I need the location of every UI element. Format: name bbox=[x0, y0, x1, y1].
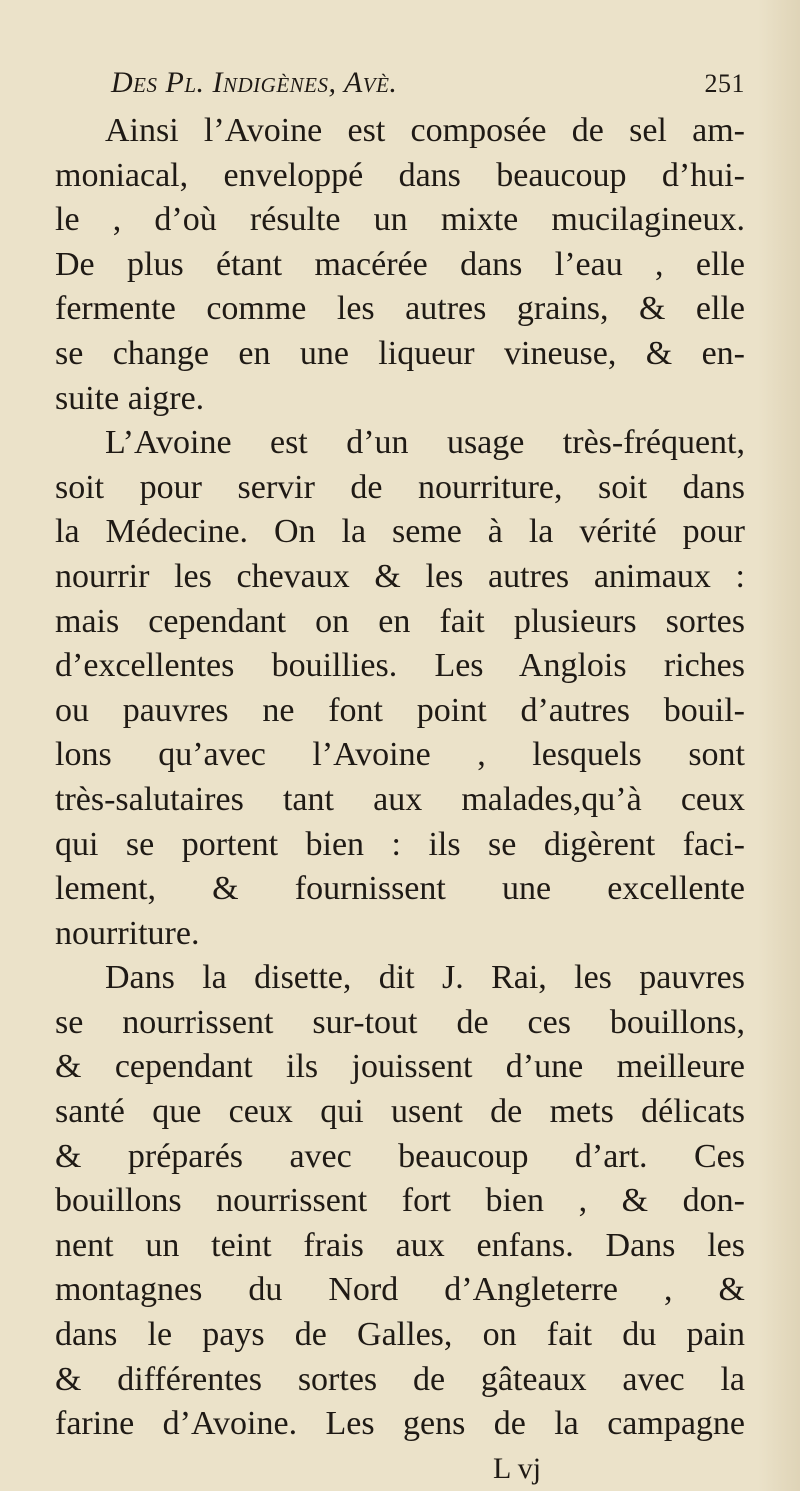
text-line: & cependant ils jouissent d’une meilleure bbox=[55, 1048, 745, 1086]
text-line: Ainsi l’Avoine est composée de sel am- bbox=[105, 112, 745, 149]
text-line: lement, & fournissent une excellente bbox=[55, 870, 745, 908]
text-line: De plus étant macérée dans l’eau , elle bbox=[55, 245, 745, 283]
body-text bbox=[55, 109, 745, 1447]
text-line: le , d’où résulte un mixte mucilagineux. bbox=[55, 201, 745, 239]
text-line: lons qu’avec l’Avoine , lesquels sont bbox=[55, 736, 745, 774]
page-edge-shading bbox=[758, 0, 800, 1491]
text-line: nourriture. bbox=[55, 914, 200, 952]
text-line: suite aigre. bbox=[55, 379, 205, 417]
text-line: santé que ceux qui usent de mets délicats bbox=[55, 1093, 745, 1131]
signature-mark: L vj bbox=[493, 1451, 542, 1485]
text-line: se nourrissent sur-tout de ces bouillons, bbox=[55, 1003, 745, 1041]
text-line: la Médecine. On la seme à la vérité pour bbox=[55, 513, 745, 551]
text-line: dans le pays de Galles, on fait du pain bbox=[55, 1316, 745, 1354]
text-line: soit pour servir de nourriture, soit dans bbox=[55, 468, 745, 506]
text-line: L’Avoine est d’un usage très-fréquent, bbox=[105, 424, 745, 462]
text-line: & préparés avec beaucoup d’art. Ces bbox=[55, 1137, 745, 1175]
text-line: qui se portent bien : ils se digèrent faci- bbox=[55, 825, 745, 863]
text-line: d’excellentes bouillies. Les Anglois riches bbox=[55, 647, 745, 685]
text-line: mais cependant on en fait plusieurs sortes bbox=[55, 602, 745, 640]
text-line: farine d’Avoine. Les gens de la campagne bbox=[55, 1405, 745, 1443]
text-line: & différentes sortes de gâteaux avec la bbox=[55, 1360, 745, 1398]
text-line: bouillons nourrissent fort bien , & don- bbox=[55, 1182, 745, 1220]
text-line: se change en une liqueur vineuse, & en- bbox=[55, 334, 745, 372]
text-line: moniacal, enveloppé dans beaucoup d’hui- bbox=[55, 156, 745, 194]
text-line: nourrir les chevaux & les autres animaux : bbox=[55, 557, 745, 595]
page-number: 251 bbox=[704, 69, 745, 98]
text-line: fermente comme les autres grains, & elle bbox=[55, 290, 745, 328]
running-head-title: Des Pl. Indigènes, Avè. bbox=[111, 66, 398, 99]
text-line: montagnes du Nord d’Angleterre , & bbox=[55, 1271, 745, 1309]
running-head bbox=[55, 62, 745, 105]
text-line: nent un teint frais aux enfans. Dans les bbox=[55, 1226, 745, 1264]
text-line: très-salutaires tant aux malades,qu’à ceux bbox=[55, 780, 745, 818]
text-line: Dans la disette, dit J. Rai, les pauvres bbox=[105, 959, 745, 997]
text-line: ou pauvres ne font point d’autres bouil- bbox=[55, 691, 745, 729]
